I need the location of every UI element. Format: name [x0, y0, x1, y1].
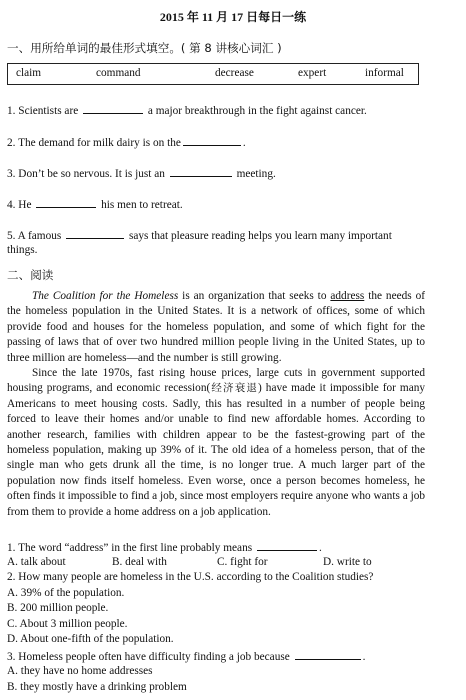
answer-blank[interactable] [295, 649, 361, 660]
passage-title: The Coalition for the Homeless [32, 290, 179, 302]
mc-question-3: 3. Homeless people often have difficulty finding a job because . [7, 651, 366, 663]
question-text: meeting. [236, 168, 276, 180]
word-bank-item: decrease [215, 67, 254, 79]
question-text: 4. He [7, 199, 32, 211]
fill-question-1 [7, 103, 427, 118]
word-bank-item: expert [298, 67, 327, 79]
passage-paragraph-1: The Coalition for the Homeless is an organization that seeks to address the needs of the homeless population in the United States. It is a network of offices, some of which provide food and houses for the homeless population, and some of which fight for the passing of laws that of over two hundred million people living in the United States, up to three million are homeless—and the number is still growing. [7, 290, 425, 364]
page-title: 2015 年 11 月 17 日每日一练 [159, 10, 307, 24]
fill-question-5 [7, 228, 427, 257]
mc-question-2: 2. How many people are homeless in the U.S. according to the Coalition studies? [7, 571, 374, 583]
answer-blank[interactable] [170, 166, 232, 177]
question-stem: 1. The word “address” in the first line probably means [7, 542, 253, 554]
underlined-word: address [330, 290, 365, 302]
mc-option[interactable]: D. About one-fifth of the population. [7, 633, 174, 645]
mc-option[interactable]: C. fight for [217, 556, 268, 568]
answer-blank[interactable] [257, 540, 317, 551]
question-stem: 3. Homeless people often have difficulty finding a job because [7, 651, 290, 663]
fill-question-3 [7, 166, 427, 181]
fill-question-2 [7, 135, 427, 150]
reading-passage [7, 289, 425, 520]
mc-option[interactable]: A. talk about [7, 556, 66, 568]
word-bank [7, 63, 419, 85]
section1-heading: 一、用所给单词的最佳形式填空。( 第 8 讲核心词汇 ) [7, 41, 282, 55]
mc-option[interactable]: B. deal with [112, 556, 167, 568]
word-bank-item: claim [16, 67, 42, 79]
question-text: 2. The demand for milk dairy is on the [7, 137, 181, 149]
question-text: says that pleasure reading helps you learn many important [128, 230, 392, 242]
fill-question-4 [7, 197, 427, 212]
word-bank-item: informal [365, 67, 404, 79]
mc-option[interactable]: B. 200 million people. [7, 602, 109, 614]
answer-blank[interactable] [36, 197, 96, 208]
mc-option[interactable]: A. they have no home addresses [7, 665, 153, 677]
mc-question-1: 1. The word “address” in the first line probably means . [7, 542, 322, 554]
question-text: 1. Scientists are [7, 105, 79, 117]
question-text: a major breakthrough in the fight against cancer. [147, 105, 367, 117]
mc-option[interactable]: D. write to [323, 556, 372, 568]
section2-heading: 二、阅读 [7, 268, 54, 282]
answer-blank[interactable] [183, 135, 241, 146]
question-text: his men to retreat. [101, 199, 183, 211]
question-text: 5. A famous [7, 230, 62, 242]
mc-option[interactable]: B. they mostly have a drinking problem [7, 681, 187, 693]
question-text: 3. Don’t be so nervous. It is just an [7, 168, 165, 180]
answer-blank[interactable] [66, 228, 124, 239]
question-text: things. [7, 244, 38, 256]
question-text: . [242, 137, 246, 149]
answer-blank[interactable] [83, 103, 143, 114]
word-bank-item: command [96, 67, 141, 79]
mc-option[interactable]: C. About 3 million people. [7, 618, 128, 630]
mc-option[interactable]: A. 39% of the population. [7, 587, 125, 599]
passage-paragraph-2: Since the late 1970s, fast rising house prices, large cuts in government supported housing programs, and economic recession(经济衰退) have made it impossible for many Americans to meet housing costs. Sadly, this has resulted in a number of people being forced to leave their homes and/or unable to find new affordable homes. According to another research, families with children appear to be the fastest-growing part of the homeless population, making up 39% of it. The old idea of a homeless person, that of the single man who gets drunk all the time, is no longer true. A much larger part of the population now finds itself homeless. Even worse, once a person becomes homeless, he often finds it impossible to find a job, since most employers require anyone who wants a job from them to provide a home address on a job application. [7, 367, 426, 518]
